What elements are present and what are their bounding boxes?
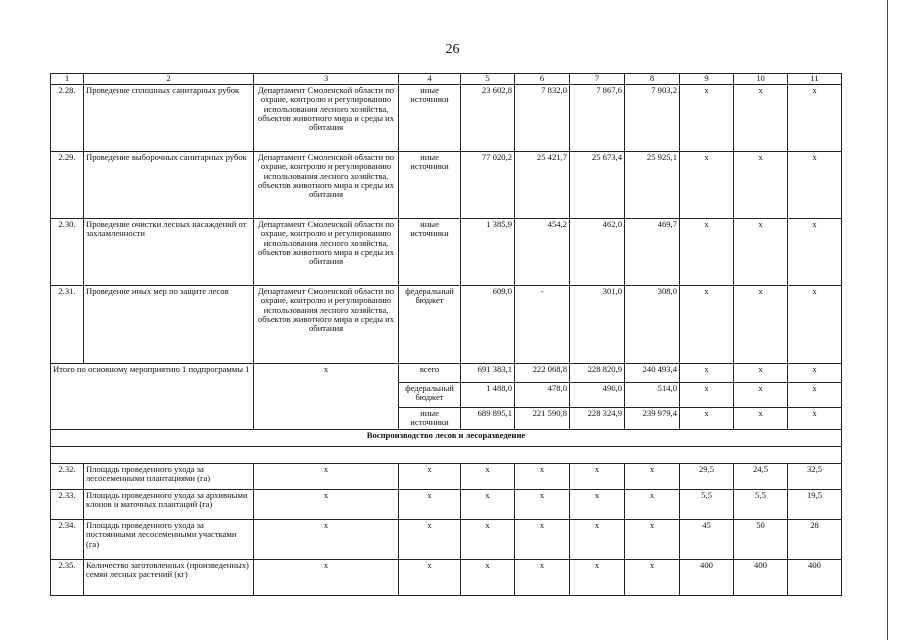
total-value-col5: 691 383,1	[461, 364, 515, 383]
row-value-col7: 7 867,6	[570, 85, 625, 152]
row-executor: х	[254, 560, 399, 596]
row-name: Проведение сплошных санитарных рубок	[84, 85, 254, 152]
row-value-col6: 7 832,0	[515, 85, 570, 152]
row-executor: х	[254, 464, 399, 490]
program-table	[50, 73, 842, 596]
spacer-cell	[51, 447, 842, 464]
total-executor: х	[254, 364, 399, 430]
row-code: 2.31.	[51, 286, 84, 364]
total-source: всего	[399, 364, 461, 383]
row-executor: х	[254, 490, 399, 520]
row-value-col9: х	[680, 85, 734, 152]
row-value-col11: 19,5	[788, 490, 842, 520]
column-number: 2	[84, 74, 254, 85]
total-value-col7: 228 820,9	[570, 364, 625, 383]
table-body	[51, 74, 842, 596]
row-value-col6: 454,2	[515, 219, 570, 286]
section-row	[51, 430, 842, 447]
total-value-col5: 1 488,0	[461, 383, 515, 408]
row-value-col10: х	[734, 286, 788, 364]
total-value-col7: 228 324,9	[570, 408, 625, 430]
total-value-col8: 514,0	[625, 383, 680, 408]
page-edge-line	[887, 0, 888, 640]
total-value-col10: х	[734, 408, 788, 430]
column-number: 6	[515, 74, 570, 85]
row-executor: Департамент Смоленской области по охране, контролю и регулированию использования лесного хозяйства, объектов животного мира и среды их обитания	[254, 286, 399, 364]
row-value-col6: -	[515, 286, 570, 364]
column-number: 5	[461, 74, 515, 85]
section-title: Воспроизводство лесов и лесоразведение	[51, 430, 842, 447]
row-value-col6: х	[515, 490, 570, 520]
row-source: федеральный бюджет	[399, 286, 461, 364]
row-value-col6: 25 421,7	[515, 152, 570, 219]
column-number: 9	[680, 74, 734, 85]
row-executor: Департамент Смоленской области по охране, контролю и регулированию использования лесного хозяйства, объектов животного мира и среды их обитания	[254, 219, 399, 286]
row-value-col11: х	[788, 286, 842, 364]
row-code: 2.29.	[51, 152, 84, 219]
column-numbers-row	[51, 74, 842, 85]
row-value-col8: 25 925,1	[625, 152, 680, 219]
row-name: Проведение выборочных санитарных рубок	[84, 152, 254, 219]
row-name: Количество заготовленных (произведенных) семян лесных растений (кг)	[84, 560, 254, 596]
row-source: х	[399, 520, 461, 560]
total-value-col8: 239 979,4	[625, 408, 680, 430]
row-name: Проведение очистки лесных насаждений от захламленности	[84, 219, 254, 286]
row-value-col11: х	[788, 152, 842, 219]
row-value-col5: х	[461, 560, 515, 596]
row-value-col8: х	[625, 490, 680, 520]
total-value-col6: 222 068,8	[515, 364, 570, 383]
column-number: 10	[734, 74, 788, 85]
total-value-col9: х	[680, 364, 734, 383]
row-source: х	[399, 490, 461, 520]
row-value-col10: 50	[734, 520, 788, 560]
row-executor: Департамент Смоленской области по охране, контролю и регулированию использования лесного хозяйства, объектов животного мира и среды их обитания	[254, 152, 399, 219]
row-value-col8: х	[625, 520, 680, 560]
row-value-col7: 301,0	[570, 286, 625, 364]
row-name: Площадь проведенного ухода за архивными клонов и маточных плантаций (га)	[84, 490, 254, 520]
total-label: Итого по основному мероприятию 1 подпрограммы 1	[51, 364, 254, 430]
row-source: иные источники	[399, 219, 461, 286]
indicator-row	[51, 520, 842, 560]
row-code: 2.30.	[51, 219, 84, 286]
row-value-col7: 462,0	[570, 219, 625, 286]
column-number: 7	[570, 74, 625, 85]
row-value-col5: х	[461, 520, 515, 560]
row-value-col6: х	[515, 464, 570, 490]
row-value-col10: 24,5	[734, 464, 788, 490]
row-source: иные источники	[399, 152, 461, 219]
row-value-col5: 77 020,2	[461, 152, 515, 219]
row-source: х	[399, 464, 461, 490]
table-row	[51, 152, 842, 219]
row-value-col10: х	[734, 85, 788, 152]
row-value-col9: 5,5	[680, 490, 734, 520]
row-value-col9: х	[680, 219, 734, 286]
row-value-col5: 1 385,9	[461, 219, 515, 286]
row-code: 2.33.	[51, 490, 84, 520]
row-value-col10: х	[734, 219, 788, 286]
total-value-col5: 689 895,1	[461, 408, 515, 430]
row-value-col8: х	[625, 464, 680, 490]
indicator-row	[51, 464, 842, 490]
column-number: 11	[788, 74, 842, 85]
row-value-col9: 29,5	[680, 464, 734, 490]
page-number: 26	[445, 42, 460, 57]
total-value-col11: х	[788, 364, 842, 383]
row-name: Проведение иных мер по защите лесов	[84, 286, 254, 364]
total-value-col8: 240 493,4	[625, 364, 680, 383]
row-value-col9: х	[680, 152, 734, 219]
total-value-col11: х	[788, 408, 842, 430]
row-code: 2.35.	[51, 560, 84, 596]
row-value-col7: х	[570, 520, 625, 560]
row-value-col5: 23 602,8	[461, 85, 515, 152]
table-row	[51, 85, 842, 152]
total-value-col10: х	[734, 383, 788, 408]
row-value-col8: х	[625, 560, 680, 596]
total-value-col6: 221 590,8	[515, 408, 570, 430]
row-value-col8: 308,0	[625, 286, 680, 364]
row-value-col11: 32,5	[788, 464, 842, 490]
row-name: Площадь проведенного ухода за лесосеменными плантациями (га)	[84, 464, 254, 490]
total-value-col10: х	[734, 364, 788, 383]
row-value-col10: х	[734, 152, 788, 219]
row-value-col7: х	[570, 490, 625, 520]
row-value-col10: 5,5	[734, 490, 788, 520]
total-value-col7: 496,0	[570, 383, 625, 408]
table-row	[51, 286, 842, 364]
row-value-col5: 609,0	[461, 286, 515, 364]
row-value-col9: х	[680, 286, 734, 364]
row-value-col5: х	[461, 490, 515, 520]
row-value-col6: х	[515, 560, 570, 596]
spacer-row	[51, 447, 842, 464]
row-code: 2.28.	[51, 85, 84, 152]
column-number: 8	[625, 74, 680, 85]
row-value-col6: х	[515, 520, 570, 560]
row-value-col11: 28	[788, 520, 842, 560]
column-number: 1	[51, 74, 84, 85]
row-value-col5: х	[461, 464, 515, 490]
total-value-col9: х	[680, 383, 734, 408]
total-row	[51, 364, 842, 383]
row-name: Площадь проведенного ухода за постоянными лесосеменными участками (га)	[84, 520, 254, 560]
row-value-col8: 469,7	[625, 219, 680, 286]
total-source: федеральный бюджет	[399, 383, 461, 408]
total-value-col9: х	[680, 408, 734, 430]
row-code: 2.32.	[51, 464, 84, 490]
row-value-col11: х	[788, 85, 842, 152]
row-value-col9: 400	[680, 560, 734, 596]
row-source: х	[399, 560, 461, 596]
column-number: 4	[399, 74, 461, 85]
row-value-col7: х	[570, 464, 625, 490]
row-executor: х	[254, 520, 399, 560]
total-value-col11: х	[788, 383, 842, 408]
row-value-col7: х	[570, 560, 625, 596]
total-source: иные источники	[399, 408, 461, 430]
row-value-col10: 400	[734, 560, 788, 596]
table-row	[51, 219, 842, 286]
row-executor: Департамент Смоленской области по охране, контролю и регулированию использования лесного хозяйства, объектов животного мира и среды их обитания	[254, 85, 399, 152]
row-code: 2.34.	[51, 520, 84, 560]
total-value-col6: 478,0	[515, 383, 570, 408]
row-value-col11: 400	[788, 560, 842, 596]
indicator-row	[51, 490, 842, 520]
row-value-col8: 7 903,2	[625, 85, 680, 152]
column-number: 3	[254, 74, 399, 85]
row-value-col11: х	[788, 219, 842, 286]
row-value-col7: 25 673,4	[570, 152, 625, 219]
row-source: иные источники	[399, 85, 461, 152]
indicator-row	[51, 560, 842, 596]
row-value-col9: 45	[680, 520, 734, 560]
